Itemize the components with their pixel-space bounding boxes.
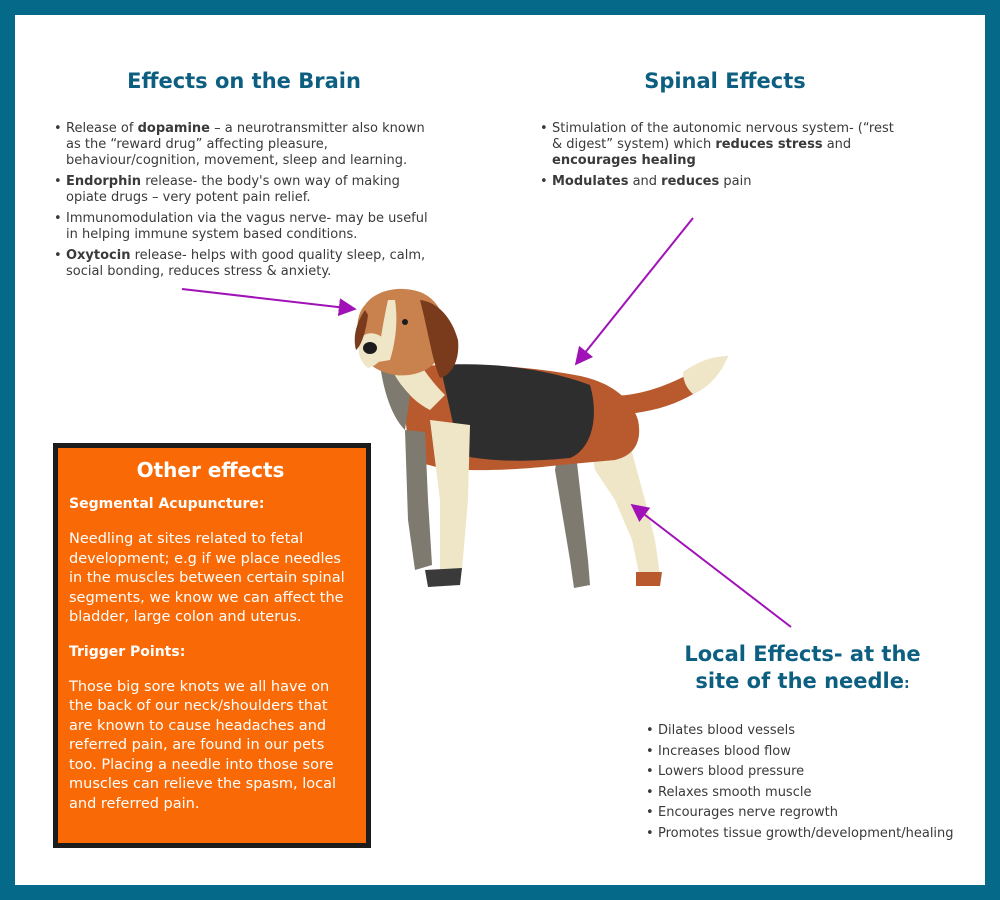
list-item: • Endorphin release- the body's own way of making opiate drugs – very potent pain relief. xyxy=(54,174,439,206)
list-item: • Modulates and reduces pain xyxy=(540,174,900,190)
list-item: • Increases blood flow xyxy=(646,744,966,760)
dog-front-leg-right xyxy=(430,420,470,572)
segmental-heading: Segmental Acupuncture: xyxy=(69,496,265,512)
list-item: • Oxytocin release- helps with good quality sleep, calm, social bonding, reduces stress & anxiety. xyxy=(54,248,439,280)
list-item: • Immunomodulation via the vagus nerve- may be useful in helping immune system based conditions. xyxy=(54,211,439,243)
brain-arrow xyxy=(182,289,355,309)
list-item: • Relaxes smooth muscle xyxy=(646,785,966,801)
dog-back-paw xyxy=(636,572,662,586)
spinal-arrow xyxy=(576,218,693,364)
list-item: • Lowers blood pressure xyxy=(646,764,966,780)
list-item: • Release of dopamine – a neurotransmitter also known as the “reward drug” affecting pleasure, behaviour/cognition, movement, sleep and learning. xyxy=(54,121,439,169)
list-item: • Promotes tissue growth/development/healing xyxy=(646,826,966,842)
spinal-heading: Spinal Effects xyxy=(644,69,806,93)
dog-nose xyxy=(363,342,377,354)
local-heading-line2: site of the needle xyxy=(695,669,904,694)
local-heading-suffix: : xyxy=(904,676,910,693)
list-item: • Dilates blood vessels xyxy=(646,723,966,739)
other-effects-title: Other effects xyxy=(136,458,285,482)
dog-front-paw xyxy=(425,568,462,587)
list-item: • Stimulation of the autonomic nervous system- (“rest & digest” system) which reduces stress and encourages healing xyxy=(540,121,900,169)
segmental-text: Needling at sites related to fetal development; e.g if we place needles in the muscles between certain spinal segments, we know we can affect the bladder, large colon and uterus. xyxy=(69,531,345,625)
dog-tail-tip xyxy=(683,356,728,394)
brain-heading: Effects on the Brain xyxy=(127,69,361,93)
list-item: • Encourages nerve regrowth xyxy=(646,805,966,821)
trigger-points-heading: Trigger Points: xyxy=(69,643,186,660)
dog-eye xyxy=(402,319,408,325)
trigger-points-text: Those big sore knots we all have on the back of our neck/shoulders that are known to cause headaches and referred pain, are found in our pets too. Placing a needle into those sore muscles can relieve the spasm, local and referred pain. xyxy=(69,678,336,812)
local-heading-line1: Local Effects- at the xyxy=(684,642,921,666)
